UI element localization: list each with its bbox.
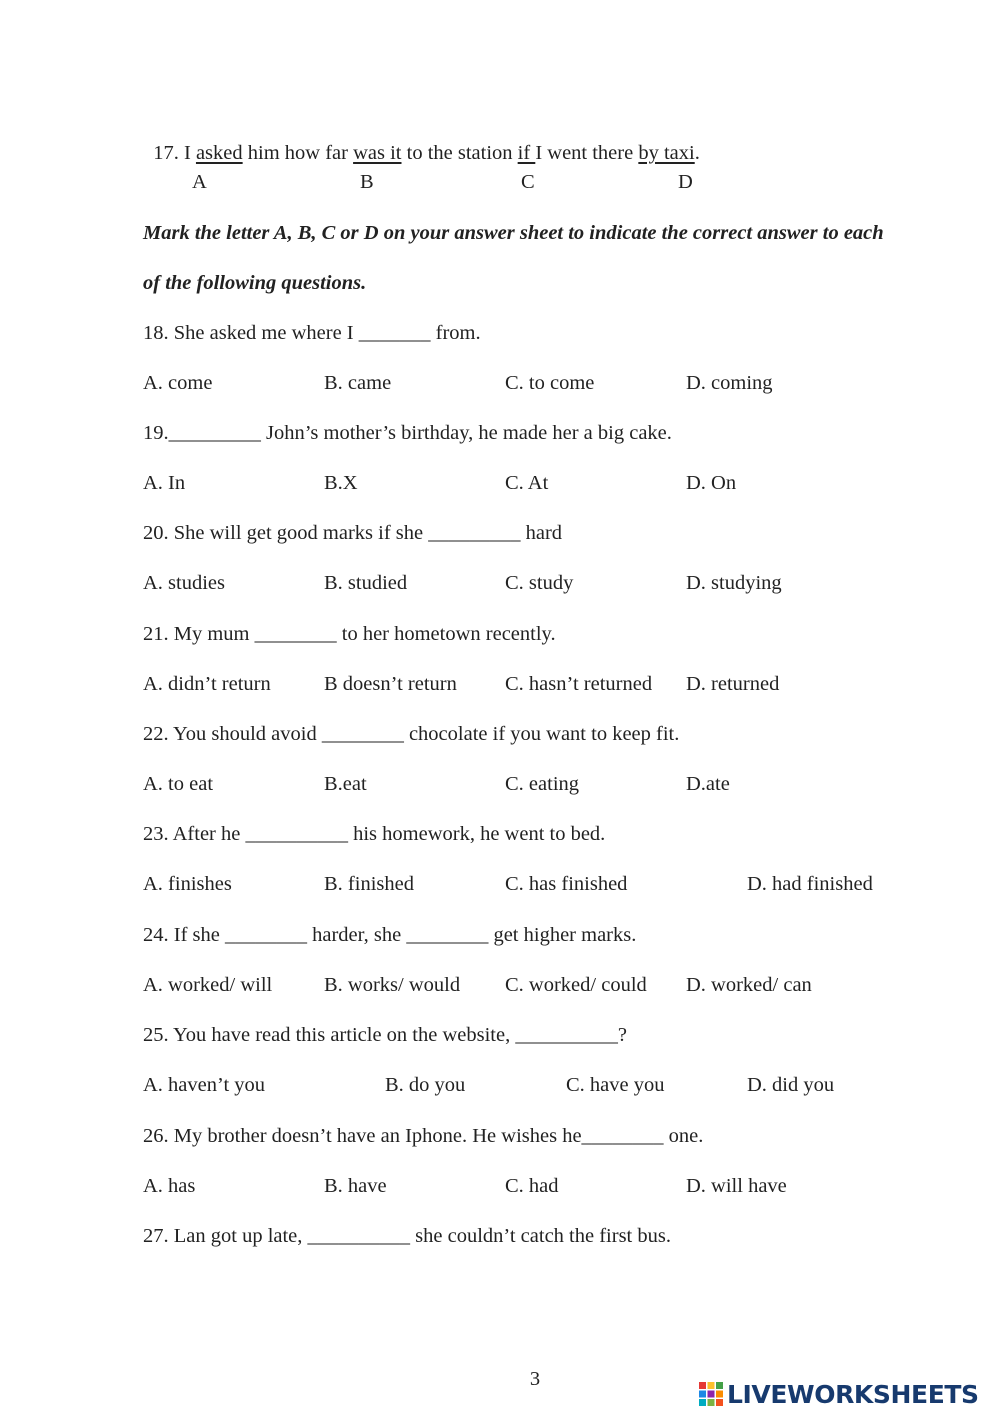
q18-option-a[interactable]: A. come bbox=[143, 372, 213, 394]
q19-option-b[interactable]: B.X bbox=[324, 472, 358, 494]
q23-option-a[interactable]: A. finishes bbox=[143, 873, 232, 895]
page-number: 3 bbox=[529, 1368, 541, 1390]
q26-option-c[interactable]: C. had bbox=[505, 1175, 559, 1197]
q25-option-b[interactable]: B. do you bbox=[385, 1074, 466, 1096]
question-19: 19._________ John’s mother’s birthday, he made her a big cake. bbox=[143, 422, 672, 444]
q21-option-b[interactable]: B doesn’t return bbox=[324, 673, 457, 695]
q18-option-b[interactable]: B. came bbox=[324, 372, 392, 394]
q17-segment: asked bbox=[195, 141, 243, 164]
q26-option-a[interactable]: A. has bbox=[143, 1175, 196, 1197]
q17-segment: him how far bbox=[242, 141, 354, 164]
question-22: 22. You should avoid ________ chocolate if you want to keep fit. bbox=[143, 723, 680, 745]
q17-letter-c: C bbox=[521, 171, 535, 193]
q17-segment: by taxi bbox=[638, 141, 695, 164]
q22-option-d[interactable]: D.ate bbox=[686, 773, 730, 795]
q23-option-d[interactable]: D. had finished bbox=[747, 873, 873, 895]
q19-option-d[interactable]: D. On bbox=[686, 472, 737, 494]
question-25: 25. You have read this article on the website, __________? bbox=[143, 1024, 627, 1046]
q24-option-d[interactable]: D. worked/ can bbox=[686, 974, 812, 996]
q17-prefix: 17. I bbox=[153, 141, 196, 164]
question-24: 24. If she ________ harder, she ________ get higher marks. bbox=[143, 924, 637, 946]
q17-segment: to the station bbox=[401, 141, 518, 164]
q22-option-b[interactable]: B.eat bbox=[324, 773, 367, 795]
q26-option-d[interactable]: D. will have bbox=[686, 1175, 787, 1197]
q17-segment: . bbox=[694, 141, 700, 164]
q20-option-c[interactable]: C. study bbox=[505, 572, 574, 594]
q21-option-d[interactable]: D. returned bbox=[686, 673, 780, 695]
q20-option-a[interactable]: A. studies bbox=[143, 572, 225, 594]
q17-segment: was it bbox=[353, 141, 402, 164]
q17-segment: if bbox=[517, 141, 536, 164]
q19-option-c[interactable]: C. At bbox=[505, 472, 549, 494]
q24-option-c[interactable]: C. worked/ could bbox=[505, 974, 647, 996]
question-27: 27. Lan got up late, __________ she couldn’t catch the first bus. bbox=[143, 1225, 671, 1247]
q20-option-b[interactable]: B. studied bbox=[324, 572, 408, 594]
instruction-line-2: of the following questions. bbox=[143, 272, 367, 294]
q24-option-a[interactable]: A. worked/ will bbox=[143, 974, 273, 996]
liveworksheets-logo-text: LIVEWORKSHEETS bbox=[727, 1379, 979, 1409]
question-18: 18. She asked me where I _______ from. bbox=[143, 322, 481, 344]
q17-letter-a: A bbox=[192, 171, 207, 193]
q21-option-a[interactable]: A. didn’t return bbox=[143, 673, 271, 695]
instruction-line-1: Mark the letter A, B, C or D on your answer sheet to indicate the correct answer to each bbox=[143, 222, 884, 244]
q18-option-d[interactable]: D. coming bbox=[686, 372, 773, 394]
q24-option-b[interactable]: B. works/ would bbox=[324, 974, 461, 996]
q17-sentence bbox=[143, 122, 700, 163]
q22-option-c[interactable]: C. eating bbox=[505, 773, 580, 795]
question-26: 26. My brother doesn’t have an Iphone. He wishes he________ one. bbox=[143, 1125, 704, 1147]
q17-letter-d: D bbox=[678, 171, 693, 193]
q19-option-a[interactable]: A. In bbox=[143, 472, 186, 494]
q23-option-c[interactable]: C. has finished bbox=[505, 873, 628, 895]
liveworksheets-logo[interactable] bbox=[698, 1380, 979, 1408]
q26-option-b[interactable]: B. have bbox=[324, 1175, 387, 1197]
q25-option-d[interactable]: D. did you bbox=[747, 1074, 835, 1096]
q18-option-c[interactable]: C. to come bbox=[505, 372, 595, 394]
q23-option-b[interactable]: B. finished bbox=[324, 873, 414, 895]
question-23: 23. After he __________ his homework, he went to bed. bbox=[143, 823, 606, 845]
q25-option-c[interactable]: C. have you bbox=[566, 1074, 665, 1096]
question-21: 21. My mum ________ to her hometown recently. bbox=[143, 623, 556, 645]
q22-option-a[interactable]: A. to eat bbox=[143, 773, 214, 795]
q20-option-d[interactable]: D. studying bbox=[686, 572, 782, 594]
q25-option-a[interactable]: A. haven’t you bbox=[143, 1074, 266, 1096]
q17-letter-b: B bbox=[360, 171, 374, 193]
q21-option-c[interactable]: C. hasn’t returned bbox=[505, 673, 653, 695]
question-20: 20. She will get good marks if she _________ hard bbox=[143, 522, 563, 544]
liveworksheets-logo-icon bbox=[698, 1381, 724, 1407]
q17-segment: I went there bbox=[535, 141, 639, 164]
